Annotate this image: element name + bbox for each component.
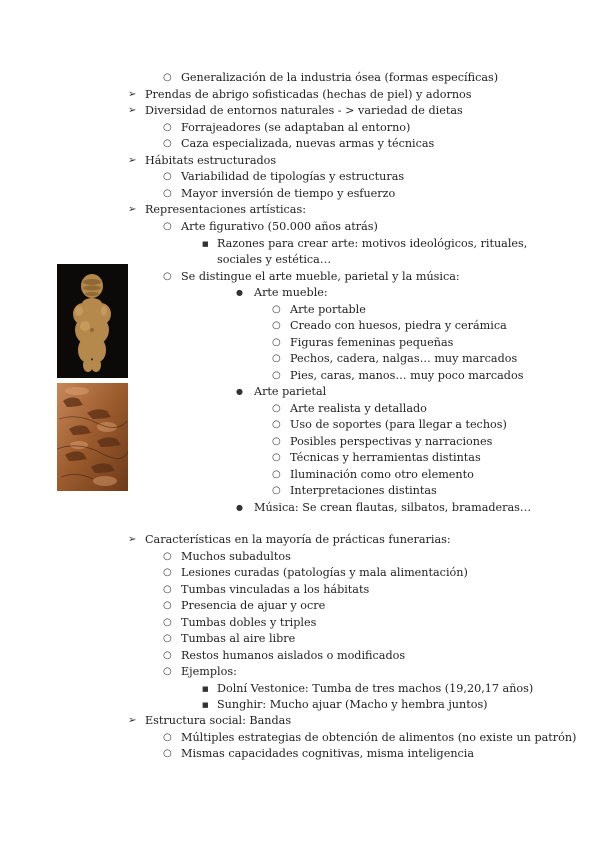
- list-item: Estructura social: Bandas: [145, 714, 292, 727]
- circle-bullet: ○: [272, 485, 281, 496]
- circle-bullet: ○: [163, 122, 172, 133]
- circle-bullet: ○: [272, 469, 281, 480]
- list-item: Múltiples estrategias de obtención de alimentos (no existe un patrón): [181, 731, 577, 744]
- circle-bullet: ○: [272, 419, 281, 430]
- circle-bullet: ○: [163, 271, 172, 282]
- list-item: Tumbas al aire libre: [181, 632, 296, 645]
- circle-bullet: ○: [163, 188, 172, 199]
- list-item: Mayor inversión de tiempo y esfuerzo: [181, 187, 396, 200]
- list-item: Restos humanos aislados o modificados: [181, 649, 406, 662]
- list-item: Mismas capacidades cognitivas, misma inteligencia: [181, 747, 475, 760]
- dot-bullet: ●: [236, 503, 243, 512]
- circle-bullet: ○: [272, 403, 281, 414]
- list-item: Muchos subadultos: [181, 550, 291, 563]
- square-bullet: ■: [202, 701, 209, 709]
- circle-bullet: ○: [163, 221, 172, 232]
- circle-bullet: ○: [163, 72, 172, 83]
- dot-bullet: ●: [236, 387, 243, 396]
- list-item: Pechos, cadera, nalgas… muy marcados: [290, 352, 518, 365]
- list-item: Ejemplos:: [181, 665, 237, 678]
- circle-bullet: ○: [272, 452, 281, 463]
- list-item: Representaciones artísticas:: [145, 203, 306, 216]
- circle-bullet: ○: [272, 337, 281, 348]
- circle-bullet: ○: [272, 436, 281, 447]
- square-bullet: ■: [202, 240, 209, 248]
- arrow-bullet: ➢: [128, 155, 137, 166]
- circle-bullet: ○: [163, 650, 172, 661]
- arrow-bullet: ➢: [128, 105, 137, 116]
- list-item: Razones para crear arte: motivos ideológicos, rituales,: [217, 237, 528, 250]
- circle-bullet: ○: [272, 320, 281, 331]
- list-item: Arte figurativo (50.000 años atrás): [181, 220, 378, 233]
- cave-painting-drawing: [57, 383, 128, 491]
- circle-bullet: ○: [163, 138, 172, 149]
- list-item: Figuras femeninas pequeñas: [290, 336, 454, 349]
- circle-bullet: ○: [163, 567, 172, 578]
- list-item: Variabilidad de tipologías y estructuras: [181, 170, 405, 183]
- arrow-bullet: ➢: [128, 534, 137, 545]
- list-item: Prendas de abrigo sofisticadas (hechas de piel) y adornos: [145, 88, 472, 101]
- list-item: Música: Se crean flautas, silbatos, bramaderas…: [254, 501, 532, 514]
- list-item: Técnicas y herramientas distintas: [290, 451, 481, 464]
- list-item: Dolní Vestonice: Tumba de tres machos (19,20,17 años): [217, 682, 534, 695]
- circle-bullet: ○: [163, 633, 172, 644]
- circle-bullet: ○: [163, 584, 172, 595]
- circle-bullet: ○: [163, 600, 172, 611]
- list-item: Arte realista y detallado: [290, 402, 427, 415]
- circle-bullet: ○: [272, 304, 281, 315]
- list-item: Diversidad de entornos naturales - > variedad de dietas: [145, 104, 463, 117]
- circle-bullet: ○: [163, 666, 172, 677]
- list-item: Arte parietal: [254, 385, 327, 398]
- list-item: Tumbas dobles y triples: [181, 616, 317, 629]
- list-item: Características en la mayoría de prácticas funerarias:: [145, 533, 451, 546]
- list-item: Generalización de la industria ósea (formas específicas): [181, 71, 499, 84]
- circle-bullet: ○: [163, 617, 172, 628]
- square-bullet: ■: [202, 685, 209, 693]
- list-item: Lesiones curadas (patologías y mala alimentación): [181, 566, 468, 579]
- arrow-bullet: ➢: [128, 89, 137, 100]
- list-item: Interpretaciones distintas: [290, 484, 437, 497]
- list-item: Caza especializada, nuevas armas y técnicas: [181, 137, 435, 150]
- list-item: Forrajeadores (se adaptaban al entorno): [181, 121, 411, 134]
- list-item: Sunghir: Mucho ajuar (Macho y hembra juntos): [217, 698, 488, 711]
- list-item: Arte portable: [290, 303, 366, 316]
- list-item: Tumbas vinculadas a los hábitats: [181, 583, 370, 596]
- circle-bullet: ○: [272, 353, 281, 364]
- list-item: Pies, caras, manos… muy poco marcados: [290, 369, 524, 382]
- list-item: Uso de soportes (para llegar a techos): [290, 418, 507, 431]
- circle-bullet: ○: [272, 370, 281, 381]
- circle-bullet: ○: [163, 551, 172, 562]
- list-item: Hábitats estructurados: [145, 154, 277, 167]
- cave-painting-image: [57, 383, 128, 491]
- venus-figurine-drawing: [57, 264, 128, 378]
- circle-bullet: ○: [163, 732, 172, 743]
- circle-bullet: ○: [163, 748, 172, 759]
- venus-figurine-image: [57, 264, 128, 378]
- list-item: Posibles perspectivas y narraciones: [290, 435, 493, 448]
- circle-bullet: ○: [163, 171, 172, 182]
- arrow-bullet: ➢: [128, 715, 137, 726]
- list-item: Arte mueble:: [254, 286, 328, 299]
- list-item: Iluminación como otro elemento: [290, 468, 474, 481]
- list-item-continuation: sociales y estética…: [217, 253, 332, 266]
- dot-bullet: ●: [236, 288, 243, 297]
- list-item: Presencia de ajuar y ocre: [181, 599, 326, 612]
- list-item: Creado con huesos, piedra y cerámica: [290, 319, 507, 332]
- arrow-bullet: ➢: [128, 204, 137, 215]
- list-item: Se distingue el arte mueble, parietal y la música:: [181, 270, 460, 283]
